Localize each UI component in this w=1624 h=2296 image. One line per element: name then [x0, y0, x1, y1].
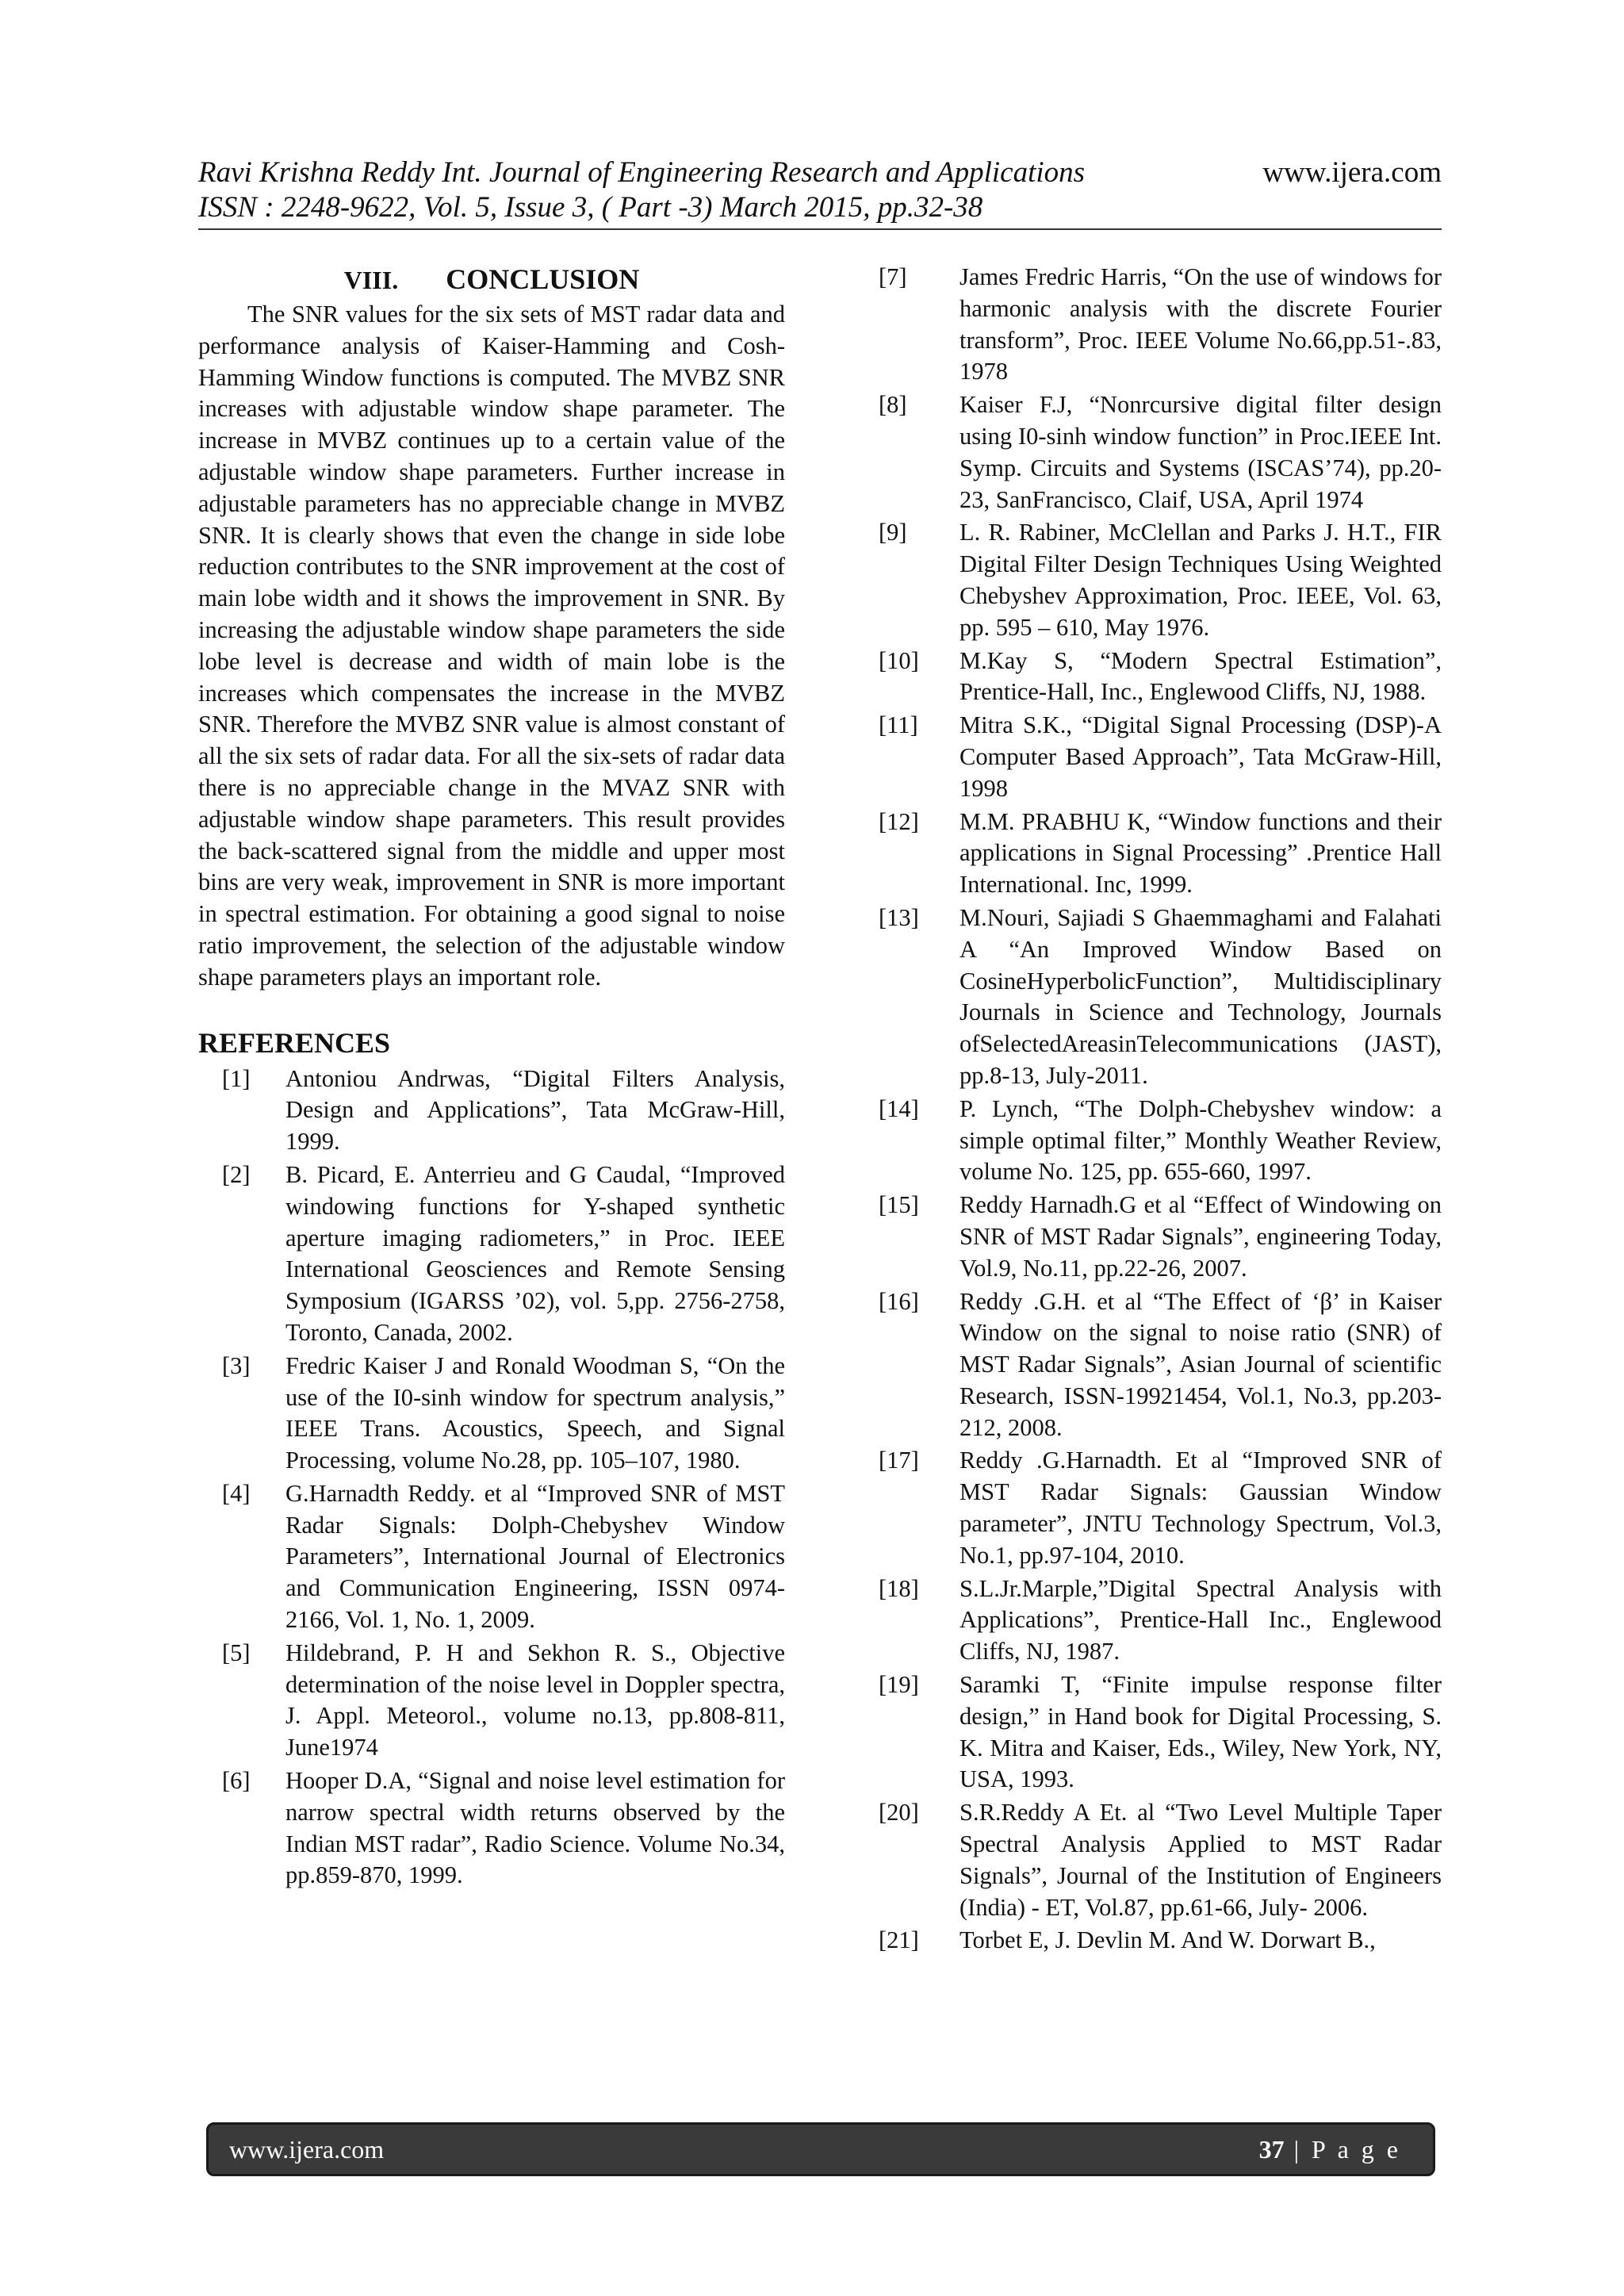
reference-text: M.M. PRABHU K, “Window functions and their applications in Signal Processing” .Prentice Hall International. Inc, 1999. — [959, 807, 1442, 899]
reference-number: [7] — [879, 263, 907, 290]
reference-number: [15] — [879, 1191, 919, 1219]
reference-item — [879, 1190, 1442, 1284]
reference-text: Reddy .G.Harnadth. Et al “Improved SNR of MST Radar Signals: Gaussian Window parameter”, JNTU Technology Spectrum, Vol.3, No.1, pp.97-104, 2010. — [959, 1447, 1442, 1569]
reference-text: Hildebrand, P. H and Sekhon R. S., Objective determination of the noise level in Doppler spectra, J. Appl. Meteorol., volume no.13, pp.808-811, June1974 — [285, 1639, 785, 1761]
page-footer — [206, 2122, 1435, 2176]
issn-line: ISSN : 2248-9622, Vol. 5, Issue 3, ( Part -3) March 2015, pp.32-38 — [198, 191, 983, 224]
reference-number: [5] — [222, 1639, 251, 1666]
conclusion-paragraph: The SNR values for the six sets of MST radar data and performance analysis of Kaiser-Hamming and Cosh-Hamming Window functions is computed. The MVBZ SNR increases with adjustable window shape parameter. The increase in MVBZ continues up to a certain value of the adjustable window shape parameters. Further increase in adjustable parameters has no appreciable change in MVBZ SNR. It is clearly shows that even the change in side lobe reduction contributes to the SNR improvement at the cost of main lobe width and it shows the improvement in SNR. By increasing the adjustable window shape parameters the side lobe level is decrease and width of main lobe is the increases which compensates the increase in the MVBZ SNR. Therefore the MVBZ SNR value is almost constant of all the six sets of radar data. For all the six-sets of radar data there is no appreciable change in the MVAZ SNR with adjustable window shape parameters. This result provides the back-scattered signal from the middle and upper most bins are very weak, improvement in SNR is more important in spectral estimation. For obtaining a good signal to noise ratio improvement, the selection of the adjustable window shape parameters plays an important role. — [198, 301, 785, 991]
journal-title: Ravi Krishna Reddy Int. Journal of Engineering Research and Applications — [198, 156, 1086, 189]
reference-number: [11] — [879, 711, 918, 739]
reference-number: [14] — [879, 1094, 919, 1122]
reference-item — [879, 710, 1442, 804]
reference-number: [16] — [879, 1287, 919, 1315]
reference-number: [9] — [879, 519, 907, 546]
right-column — [879, 262, 1442, 1958]
reference-number: [3] — [222, 1351, 251, 1379]
reference-text: Hooper D.A, “Signal and noise level estimation for narrow spectral width returns observed by the Indian MST radar”, Radio Science. Volume No.34, pp.859-870, 1999. — [285, 1767, 785, 1889]
reference-item — [879, 1573, 1442, 1668]
reference-number: [2] — [222, 1160, 251, 1188]
reference-item — [198, 1064, 785, 1158]
reference-text: Antoniou Andrwas, “Digital Filters Analysis, Design and Applications”, Tata McGraw-Hill, 1999. — [285, 1064, 785, 1156]
reference-text: Torbet E, J. Devlin M. And W. Dorwart B., — [959, 1926, 1376, 1954]
reference-number: [21] — [879, 1926, 919, 1954]
reference-text: M.Nouri, Sajiadi S Ghaemmaghami and Falahati A “An Improved Window Based on CosineHyperbolicFunction”, Multidisciplinary Journals in Science and Technology, Journals ofSelectedAreasinTelecommunications (JAST), pp.8-13, July-2011. — [959, 903, 1442, 1089]
reference-number: [1] — [222, 1064, 251, 1092]
reference-item — [879, 903, 1442, 1092]
reference-number: [19] — [879, 1671, 919, 1699]
reference-text: P. Lynch, “The Dolph-Chebyshev window: a simple optimal filter,” Monthly Weather Review, volume No. 125, pp. 655-660, 1997. — [959, 1094, 1442, 1186]
header-divider — [198, 228, 1442, 230]
page-number — [1259, 2133, 1401, 2166]
reference-text: M.Kay S, “Modern Spectral Estimation”, Prentice-Hall, Inc., Englewood Cliffs, NJ, 1988. — [959, 646, 1442, 706]
reference-number: [18] — [879, 1574, 919, 1602]
reference-item — [198, 1765, 785, 1892]
reference-item — [879, 646, 1442, 709]
reference-text: L. R. Rabiner, McClellan and Parks J. H.T., FIR Digital Filter Design Techniques Using Weighted Chebyshev Approximation, Proc. IEEE, Vol. 63, pp. 595 – 610, May 1976. — [959, 519, 1442, 641]
reference-text: G.Harnadth Reddy. et al “Improved SNR of MST Radar Signals: Dolph-Chebyshev Window Parameters”, International Journal of Electronics and Communication Engineering, ISSN 0974-2166, Vol. 1, No. 1, 2009. — [285, 1479, 785, 1634]
reference-item — [879, 1797, 1442, 1923]
reference-item — [198, 1159, 785, 1349]
reference-item — [879, 1094, 1442, 1188]
references-heading: REFERENCES — [198, 1026, 391, 1059]
reference-text: Reddy Harnadh.G et al “Effect of Windowing on SNR of MST Radar Signals”, engineering Today, Vol.9, No.11, pp.22-26, 2007. — [959, 1191, 1442, 1282]
reference-text: Fredric Kaiser J and Ronald Woodman S, “On the use of the I0-sinh window for spectrum analysis,” IEEE Trans. Acoustics, Speech, and Signal Processing, volume No.28, pp. 105–107, 1980. — [285, 1351, 785, 1474]
reference-item — [198, 1351, 785, 1477]
page-number-value: 37 — [1258, 2135, 1285, 2164]
conclusion-heading — [198, 262, 785, 297]
reference-item — [879, 517, 1442, 643]
footer-url[interactable]: www.ijera.com — [229, 2135, 385, 2164]
reference-text: B. Picard, E. Anterrieu and G Caudal, “Improved windowing functions for Y-shaped synthetic aperture imaging radiometers,” in Proc. IEEE International Geosciences and Remote Sensing Symposium (IGARSS ’02), vol. 5,pp. 2756-2758, Toronto, Canada, 2002. — [285, 1160, 785, 1346]
page-label: | P a g e — [1293, 2135, 1401, 2164]
reference-item — [879, 1925, 1442, 1957]
reference-number: [17] — [879, 1447, 919, 1474]
reference-item — [198, 1638, 785, 1764]
page-header — [198, 155, 1442, 225]
reference-item — [879, 1669, 1442, 1796]
reference-item — [879, 389, 1442, 516]
reference-item — [198, 1478, 785, 1636]
reference-text: S.L.Jr.Marple,”Digital Spectral Analysis with Applications”, Prentice-Hall Inc., Englewood Cliffs, NJ, 1987. — [959, 1574, 1442, 1665]
left-column — [198, 262, 785, 1893]
reference-text: Kaiser F.J, “Nonrcursive digital filter design using I0-sinh window function” in Proc.IEEE Int. Symp. Circuits and Systems (ISCAS’74), pp.20-23, SanFrancisco, Claif, USA, April 1974 — [959, 391, 1442, 513]
reference-number: [20] — [879, 1799, 919, 1826]
reference-number: [4] — [222, 1479, 251, 1507]
section-number: VIII. — [343, 266, 399, 294]
reference-number: [10] — [879, 646, 919, 674]
reference-number: [8] — [879, 391, 907, 419]
reference-item — [879, 262, 1442, 388]
reference-text: S.R.Reddy A Et. al “Two Level Multiple Taper Spectral Analysis Applied to MST Radar Signals”, Journal of the Institution of Engineers (India) - ET, Vol.87, pp.61-66, July- 2006. — [959, 1799, 1442, 1921]
reference-item — [879, 1445, 1442, 1571]
reference-text: James Fredric Harris, “On the use of windows for harmonic analysis with the discrete Fourier transform”, Proc. IEEE Volume No.66,pp.51-.83, 1978 — [959, 263, 1442, 385]
reference-text: Saramki T, “Finite impulse response filter design,” in Hand book for Digital Processing, S. K. Mitra and Kaiser, Eds., Wiley, New York, NY, USA, 1993. — [959, 1671, 1442, 1793]
reference-number: [13] — [879, 903, 919, 931]
section-title: CONCLUSION — [446, 263, 640, 295]
references-list-right — [879, 262, 1442, 1957]
reference-text: Reddy .G.H. et al “The Effect of ‘β’ in Kaiser Window on the signal to noise ratio (SNR) of MST Radar Signals”, Asian Journal of scientific Research, ISSN-19921454, Vol.1, No.3, pp.203-212, 2008. — [959, 1287, 1442, 1441]
references-list-left — [198, 1064, 785, 1892]
reference-item — [879, 807, 1442, 901]
journal-url[interactable]: www.ijera.com — [1262, 156, 1442, 189]
reference-number: [6] — [222, 1767, 251, 1795]
reference-item — [879, 1286, 1442, 1444]
reference-text: Mitra S.K., “Digital Signal Processing (DSP)-A Computer Based Approach”, Tata McGraw-Hill, 1998 — [959, 711, 1442, 802]
reference-number: [12] — [879, 807, 919, 835]
